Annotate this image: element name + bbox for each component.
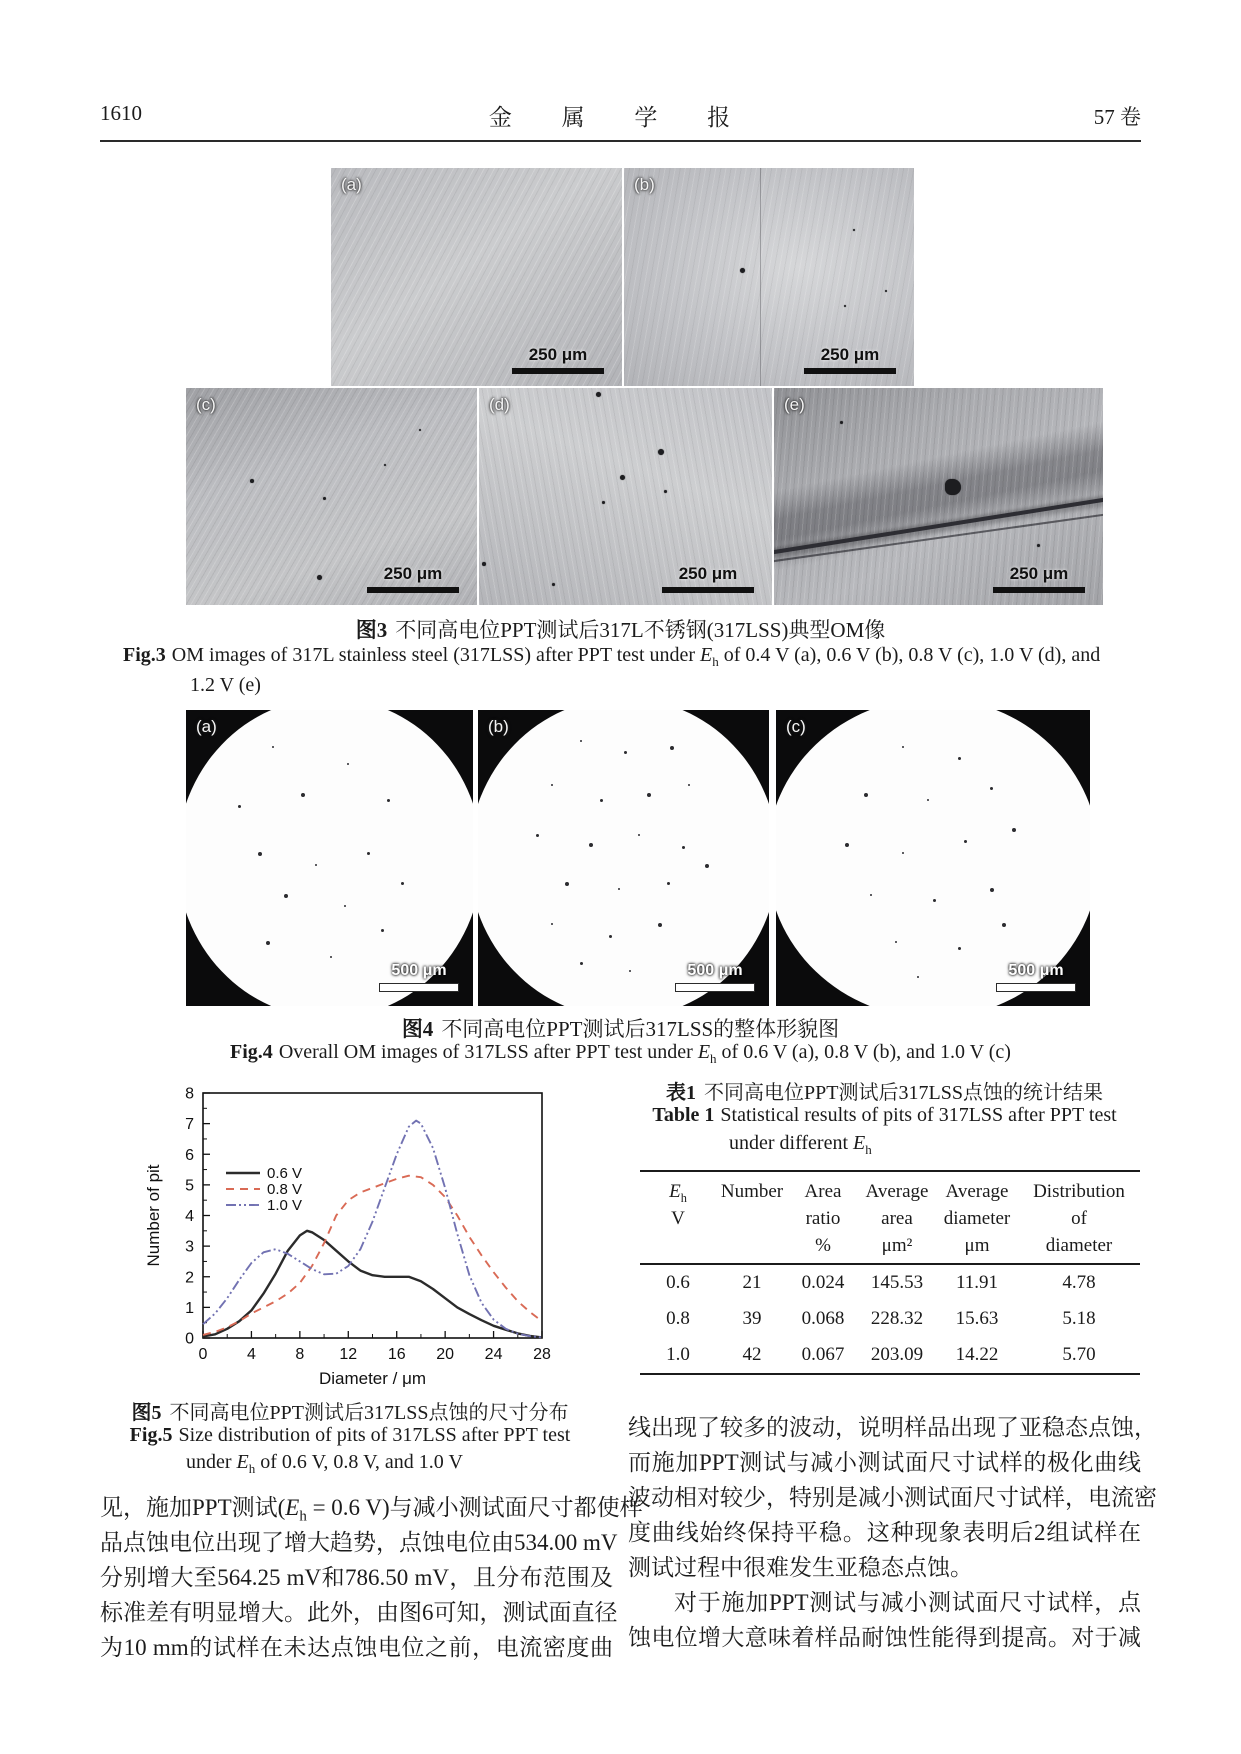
- table1-title-en-number: Table 1: [652, 1104, 715, 1126]
- panel-label: (c): [196, 395, 216, 414]
- potential-symbol: E: [669, 1181, 681, 1202]
- svg-text:3: 3: [185, 1238, 194, 1256]
- scale-bar-line: [993, 587, 1085, 593]
- table1-title-zh-number: 表1: [666, 1082, 697, 1104]
- scale-bar-line: [379, 983, 459, 992]
- scale-bar: [804, 345, 896, 374]
- panel-label: (a): [341, 175, 362, 194]
- svg-text:7: 7: [185, 1116, 194, 1134]
- fig3-caption-en: [123, 644, 1138, 697]
- table1-title-en: [628, 1104, 1141, 1127]
- table1-title-zh-text: 不同高电位PPT测试后317LSS点蚀的统计结果: [704, 1082, 1103, 1104]
- scale-bar-label: 500 μm: [687, 962, 743, 979]
- svg-text:Number of pit: Number of pit: [144, 1164, 163, 1267]
- fig3-panel-c: [186, 388, 477, 605]
- text-line: 而施加PPT测试与减小测试面尺寸试样的极化曲线: [628, 1450, 1141, 1475]
- scale-bar-label: 250 μm: [1009, 564, 1069, 583]
- fig5-caption-en-line2: [186, 1451, 463, 1477]
- panel-label: (b): [634, 175, 655, 194]
- scale-bar-label: 250 μm: [383, 564, 443, 583]
- panel-label: (d): [489, 395, 510, 414]
- svg-text:16: 16: [387, 1346, 406, 1363]
- scale-bar-label: 500 μm: [391, 962, 447, 979]
- scale-bar-line: [662, 587, 754, 593]
- fig4-panel-b: [478, 710, 769, 1006]
- scale-bar-line: [996, 983, 1076, 992]
- svg-text:0.8 V: 0.8 V: [267, 1181, 303, 1198]
- table1-title-en-text: under different: [729, 1132, 854, 1154]
- text-line: 线出现了较多的波动，说明样品出现了亚稳态点蚀，: [628, 1415, 1157, 1440]
- potential-symbol: E: [700, 644, 713, 666]
- pit-size-distribution-chart: [140, 1078, 570, 1398]
- potential-symbol: E: [853, 1132, 866, 1154]
- header-rule: [100, 140, 1141, 142]
- fig4-caption-zh-number: 图4: [401, 1017, 434, 1041]
- col-header-average-area: Average area μm²: [865, 1181, 929, 1256]
- text-line: 蚀电位增大意味着样品耐蚀性能得到提高。对于减: [628, 1625, 1141, 1650]
- fig3-panel-d: [479, 388, 772, 605]
- volume-label: 57 卷: [1093, 105, 1141, 129]
- fig3-caption-en-number: Fig.3: [123, 644, 166, 666]
- fig4-caption-en-text: Overall OM images of 317LSS after PPT test under: [278, 1041, 698, 1063]
- fig5-caption-zh-text: 不同高电位PPT测试后317LSS点蚀的尺寸分布: [169, 1402, 569, 1424]
- fig5-caption-en-text: of 0.6 V, 0.8 V, and 1.0 V: [255, 1451, 463, 1473]
- svg-text:2: 2: [185, 1269, 194, 1287]
- fig4-panel-c: [776, 710, 1090, 1006]
- table-row: 0.8 39 0.068 228.32 15.63 5.18: [666, 1307, 1096, 1329]
- fig4-panel-a: [186, 710, 473, 1006]
- potential-subscript: h: [680, 1190, 687, 1205]
- col-header-average-diameter: Average diameter μm: [943, 1181, 1011, 1256]
- svg-text:5: 5: [185, 1177, 194, 1195]
- svg-text:4: 4: [185, 1208, 194, 1225]
- scale-bar: [379, 962, 459, 992]
- fig3-caption-zh-text: 不同高电位PPT测试后317L不锈钢(317LSS)典型OM像: [395, 618, 886, 642]
- fig5-caption-en-text: Size distribution of pits of 317LSS after PPT test: [178, 1424, 571, 1446]
- table1-title-en-line2: [729, 1132, 872, 1158]
- scale-bar: [512, 345, 604, 374]
- svg-text:12: 12: [339, 1346, 358, 1363]
- fig4-caption-en-text: of 0.6 V (a), 0.8 V (b), and 1.0 V (c): [716, 1041, 1011, 1063]
- fig3-caption-en-line2: 1.2 V (e): [190, 674, 261, 696]
- panel-label: (e): [784, 395, 805, 414]
- svg-text:1: 1: [185, 1299, 194, 1317]
- fig3-caption-zh: [0, 614, 1241, 644]
- col-header-number: Number: [720, 1181, 784, 1202]
- scale-bar: [367, 564, 459, 593]
- text-line: 见，施加PPT测试($E_h = 0.6$ V)与减小测试面尺寸都使样: [100, 1495, 643, 1525]
- svg-text:0: 0: [198, 1346, 208, 1363]
- text-line: 测试过程中很难发生亚稳态点蚀。: [628, 1555, 973, 1580]
- scale-bar-line: [675, 983, 755, 992]
- fig5-caption-en-text: under: [186, 1451, 237, 1473]
- svg-text:6: 6: [185, 1146, 194, 1164]
- svg-text:4: 4: [246, 1346, 256, 1363]
- body-right-column: [628, 1410, 1157, 1655]
- journal-title: 金 属 学 报: [488, 105, 753, 130]
- svg-text:8: 8: [185, 1085, 194, 1103]
- fig3-panel-a: [331, 168, 622, 386]
- fig3-caption-zh-number: 图3: [355, 618, 388, 642]
- fig4-caption-zh-text: 不同高电位PPT测试后317LSS的整体形貌图: [441, 1017, 840, 1041]
- panel-label: (a): [196, 717, 217, 736]
- potential-symbol: E: [236, 1451, 249, 1473]
- svg-text:Diameter / μm: Diameter / μm: [318, 1369, 427, 1388]
- table-row: 1.0 42 0.067 203.09 14.22 5.70: [666, 1343, 1096, 1365]
- fig4-caption-en: [0, 1041, 1241, 1067]
- potential-subscript: h: [299, 1508, 307, 1525]
- svg-text:8: 8: [295, 1346, 305, 1363]
- text-line: 标准差有明显增大。此外，由图6可知，测试面直径: [100, 1600, 618, 1625]
- col-header-potential: $E_h$ V: [669, 1181, 687, 1229]
- text-line: 波动相对较少，特别是减小测试面尺寸试样，电流密: [628, 1485, 1157, 1510]
- svg-text:28: 28: [533, 1346, 551, 1363]
- fig5-caption-zh: [120, 1396, 580, 1425]
- fig3-caption-en-text: OM images of 317L stainless steel (317LSS) after PPT test under: [171, 644, 701, 666]
- body-left-column: [100, 1490, 643, 1665]
- svg-text:0: 0: [185, 1330, 194, 1348]
- svg-text:20: 20: [436, 1346, 455, 1363]
- fig5-caption-zh-number: 图5: [131, 1402, 162, 1424]
- text-line: 度曲线始终保持平稳。这种现象表明后2组试样在: [628, 1520, 1141, 1545]
- fig4-caption-zh: [0, 1013, 1241, 1043]
- panel-label: (b): [488, 717, 509, 736]
- scale-bar-label: 250 μm: [528, 345, 588, 364]
- scale-bar-line: [367, 587, 459, 593]
- scale-bar: [675, 962, 755, 992]
- fig4-caption-en-number: Fig.4: [230, 1041, 273, 1063]
- scale-bar-line: [512, 368, 604, 374]
- svg-text:24: 24: [484, 1346, 503, 1363]
- scale-bar: [993, 564, 1085, 593]
- scale-bar-label: 250 μm: [820, 345, 880, 364]
- fig5-caption-en: [120, 1424, 580, 1447]
- fig3-panel-e: [774, 388, 1103, 605]
- fig3-panel-b: [624, 168, 914, 386]
- table-rule-bottom: [640, 1373, 1140, 1375]
- potential-subscript: h: [712, 654, 719, 669]
- scale-bar-line: [804, 368, 896, 374]
- table-row: 0.6 21 0.024 145.53 11.91 4.78: [666, 1271, 1096, 1293]
- potential-symbol: E: [285, 1495, 300, 1520]
- text-line: 对于施加PPT测试与减小测试面尺寸试样，点: [674, 1590, 1141, 1615]
- text-line: 为10 mm的试样在未达点蚀电位之前，电流密度曲: [100, 1635, 613, 1660]
- col-header-distribution: Distribution of diameter: [1033, 1181, 1125, 1256]
- scale-bar: [662, 564, 754, 593]
- potential-subscript: h: [248, 1461, 256, 1476]
- table1: [640, 1170, 1140, 1375]
- scale-bar-label: 250 μm: [678, 564, 738, 583]
- svg-text:0.6 V: 0.6 V: [267, 1165, 303, 1182]
- text-line: 品点蚀电位出现了增大趋势，点蚀电位由534.00 mV: [100, 1530, 618, 1555]
- svg-text:1.0 V: 1.0 V: [267, 1197, 303, 1214]
- page-number: 1610: [100, 101, 142, 125]
- panel-label: (c): [786, 717, 806, 736]
- table-header: [640, 1172, 1140, 1263]
- col-header-area-ratio: Area ratio %: [804, 1181, 842, 1256]
- potential-symbol: E: [697, 1041, 711, 1063]
- scale-bar-label: 500 μm: [1008, 962, 1064, 979]
- potential-subscript: h: [865, 1142, 872, 1157]
- table1-title-zh: [628, 1076, 1141, 1105]
- text-line: 分别增大至564.25 mV和786.50 mV，且分布范围及: [100, 1565, 613, 1590]
- potential-subscript: h: [710, 1051, 717, 1066]
- scale-bar: [996, 962, 1076, 992]
- fig3-caption-en-text: of 0.4 V (a), 0.6 V (b), 0.8 V (c), 1.0 V (d), and: [718, 644, 1101, 666]
- table1-title-en-text: Statistical results of pits of 317LSS after PPT test: [720, 1104, 1117, 1126]
- fig5-caption-en-number: Fig.5: [129, 1424, 173, 1446]
